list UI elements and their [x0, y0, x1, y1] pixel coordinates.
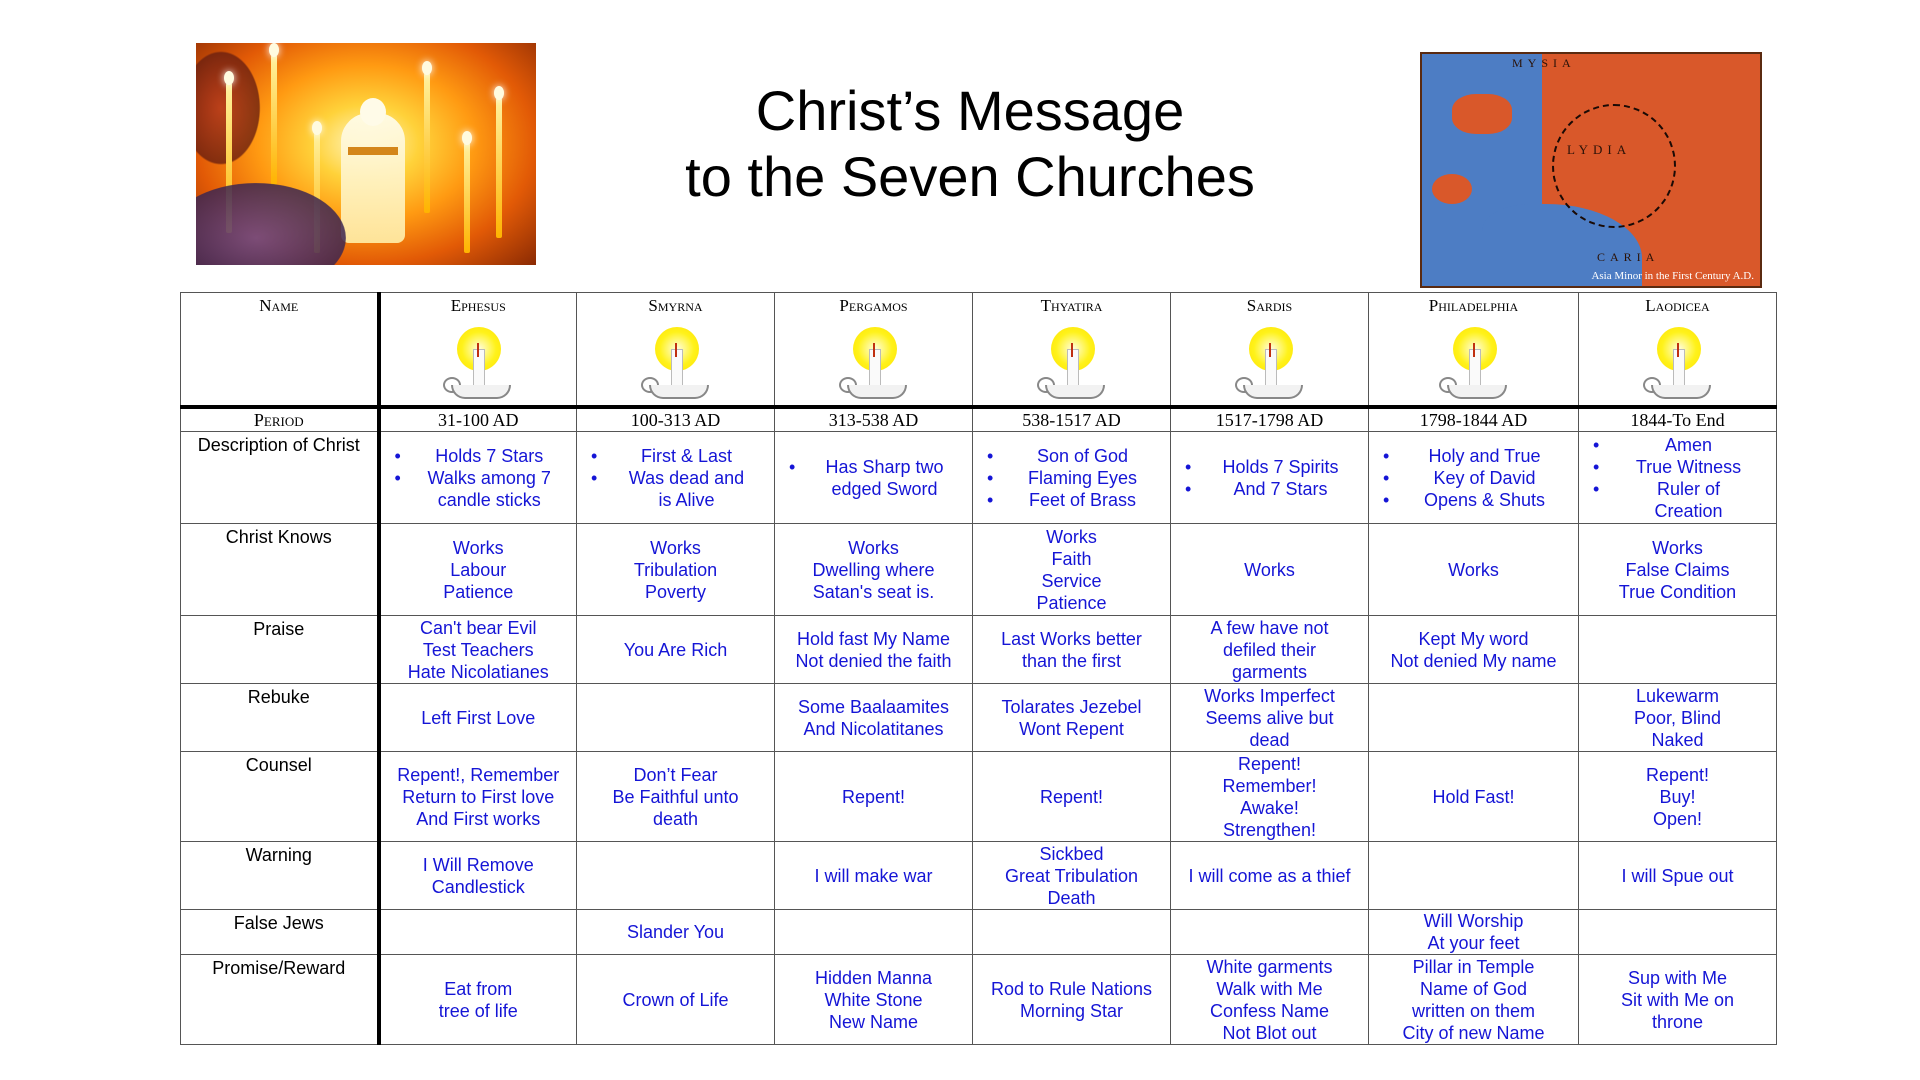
table-cell — [577, 842, 775, 910]
map-caption: Asia Minor in the First Century A.D. — [1591, 270, 1754, 282]
table-cell: Sup with Me Sit with Me on throne — [1579, 955, 1777, 1045]
table-cell — [1369, 684, 1579, 752]
table-cell — [1171, 910, 1369, 955]
church-name-row — [181, 293, 1777, 408]
description-item: • First & Last — [577, 445, 774, 467]
table-cell — [577, 684, 775, 752]
description-item: • Feet of Brass — [973, 489, 1170, 511]
row-label: Christ Knows — [181, 524, 379, 616]
lampstand-icon — [1235, 325, 1305, 405]
table-cell: Works Imperfect Seems alive but dead — [1171, 684, 1369, 752]
church-name: Philadelphia — [1428, 296, 1519, 315]
description-cell — [973, 432, 1171, 524]
table-cell — [379, 910, 577, 955]
table-cell: I will make war — [775, 842, 973, 910]
table-cell: Works False Claims True Condition — [1579, 524, 1777, 616]
row-praise — [181, 616, 1777, 684]
table-cell: Can't bear Evil Test Teachers Hate Nicolatianes — [379, 616, 577, 684]
description-item: • Key of David — [1369, 467, 1578, 489]
church-header-thyatira — [973, 293, 1171, 408]
row-label: Praise — [181, 616, 379, 684]
period-cell: 538-1517 AD — [973, 407, 1171, 432]
table-cell: White garments Walk with Me Confess Name Not Blot out — [1171, 955, 1369, 1045]
period-cell: 31-100 AD — [379, 407, 577, 432]
table-cell: I Will Remove Candlestick — [379, 842, 577, 910]
table-cell: Hidden Manna White Stone New Name — [775, 955, 973, 1045]
church-header-ephesus — [379, 293, 577, 408]
table-cell: Pillar in Temple Name of God written on them City of new Name — [1369, 955, 1579, 1045]
description-item: is Alive — [658, 489, 715, 510]
description-item: • Holy and True — [1369, 445, 1578, 467]
church-header-pergamos — [775, 293, 973, 408]
description-cell — [1369, 432, 1579, 524]
table-cell: A few have not defiled their garments — [1171, 616, 1369, 684]
table-cell: Repent! — [775, 752, 973, 842]
description-cell — [1579, 432, 1777, 524]
row-rebuke — [181, 684, 1777, 752]
period-cell: 100-313 AD — [577, 407, 775, 432]
table-cell: Crown of Life — [577, 955, 775, 1045]
row-christ-knows — [181, 524, 1777, 616]
row-counsel — [181, 752, 1777, 842]
table-cell: Repent! Remember! Awake! Strengthen! — [1171, 752, 1369, 842]
table-cell: I will Spue out — [1579, 842, 1777, 910]
title-line-1: Christ’s Message — [755, 79, 1185, 142]
seven-churches-table — [180, 292, 1777, 1045]
lampstand-icon — [1643, 325, 1713, 405]
row-label: False Jews — [181, 910, 379, 955]
table-cell: Slander You — [577, 910, 775, 955]
description-item: • Opens & Shuts — [1369, 489, 1578, 511]
table-cell: Don’t Fear Be Faithful unto death — [577, 752, 775, 842]
description-cell — [577, 432, 775, 524]
page-title — [620, 78, 1320, 210]
row-label: Warning — [181, 842, 379, 910]
description-item: • Holds 7 Stars — [381, 445, 577, 467]
table-cell: Works — [1171, 524, 1369, 616]
title-line-2: to the Seven Churches — [685, 145, 1255, 208]
lampstand-icon — [839, 325, 909, 405]
name-header: Name — [181, 293, 379, 408]
table-cell: Will Worship At your feet — [1369, 910, 1579, 955]
table-cell: Works Dwelling where Satan's seat is. — [775, 524, 973, 616]
lampstand-icon — [443, 325, 513, 405]
church-name: Pergamos — [839, 296, 908, 315]
church-header-smyrna — [577, 293, 775, 408]
description-cell — [379, 432, 577, 524]
period-cell: 313-538 AD — [775, 407, 973, 432]
table-cell: Repent! Buy! Open! — [1579, 752, 1777, 842]
table-cell: Eat from tree of life — [379, 955, 577, 1045]
church-header-sardis — [1171, 293, 1369, 408]
church-name: Sardis — [1246, 296, 1293, 315]
church-header-laodicea — [1579, 293, 1777, 408]
map-label-lydia: LYDIA — [1567, 142, 1632, 157]
lampstand-icon — [1037, 325, 1107, 405]
description-item: • Amen — [1579, 434, 1776, 456]
table-cell — [973, 910, 1171, 955]
row-label: Promise/Reward — [181, 955, 379, 1045]
period-cell: 1844-To End — [1579, 407, 1777, 432]
table-cell — [1369, 842, 1579, 910]
table-cell: Some Baalaamites And Nicolatitanes — [775, 684, 973, 752]
asia-minor-map — [1420, 52, 1762, 288]
table-cell: Last Works better than the first — [973, 616, 1171, 684]
table-cell: Repent! — [973, 752, 1171, 842]
route-line — [1552, 104, 1676, 228]
description-item: • Walks among 7 — [381, 467, 577, 489]
table-cell: Lukewarm Poor, Blind Naked — [1579, 684, 1777, 752]
table-cell: Works Labour Patience — [379, 524, 577, 616]
table-cell: Rod to Rule Nations Morning Star — [973, 955, 1171, 1045]
table-cell: Sickbed Great Tribulation Death — [973, 842, 1171, 910]
period-cell: 1798-1844 AD — [1369, 407, 1579, 432]
table-cell: I will come as a thief — [1171, 842, 1369, 910]
table-cell — [1579, 910, 1777, 955]
row-warning — [181, 842, 1777, 910]
description-item: • Has Sharp two — [775, 456, 972, 478]
table-cell: You Are Rich — [577, 616, 775, 684]
description-item: • True Witness — [1579, 456, 1776, 478]
description-label: Description of Christ — [181, 432, 379, 524]
church-name: Smyrna — [648, 296, 703, 315]
table-cell: Tolarates Jezebel Wont Repent — [973, 684, 1171, 752]
description-item: • Son of God — [973, 445, 1170, 467]
table-cell: Hold Fast! — [1369, 752, 1579, 842]
description-item: Creation — [1654, 500, 1723, 521]
description-item: • Was dead and — [577, 467, 774, 489]
description-row — [181, 432, 1777, 524]
period-cell: 1517-1798 AD — [1171, 407, 1369, 432]
description-item: candle sticks — [437, 489, 541, 510]
period-row — [181, 407, 1777, 432]
description-cell — [775, 432, 973, 524]
map-label-caria: CARIA — [1597, 250, 1660, 264]
lampstand-icon — [1439, 325, 1509, 405]
table-cell: Works Faith Service Patience — [973, 524, 1171, 616]
table-cell: Works Tribulation Poverty — [577, 524, 775, 616]
description-item: • Ruler of — [1579, 478, 1776, 500]
table-cell: Hold fast My Name Not denied the faith — [775, 616, 973, 684]
period-header: Period — [181, 407, 379, 432]
lampstand-icon — [641, 325, 711, 405]
description-item: • Holds 7 Spirits — [1171, 456, 1368, 478]
table-cell — [1579, 616, 1777, 684]
description-item: edged Sword — [831, 478, 938, 499]
table-cell: Left First Love — [379, 684, 577, 752]
church-name: Laodicea — [1645, 296, 1710, 315]
christ-among-candlesticks-painting — [196, 43, 536, 265]
description-item: • Flaming Eyes — [973, 467, 1170, 489]
description-item: • And 7 Stars — [1171, 478, 1368, 500]
table-cell: Repent!, Remember Return to First love And First works — [379, 752, 577, 842]
row-false-jews — [181, 910, 1777, 955]
church-header-philadelphia — [1369, 293, 1579, 408]
church-name: Thyatira — [1040, 296, 1103, 315]
description-cell — [1171, 432, 1369, 524]
row-label: Counsel — [181, 752, 379, 842]
row-label: Rebuke — [181, 684, 379, 752]
church-name: Ephesus — [450, 296, 506, 315]
map-label-mysia: MYSIA — [1512, 56, 1576, 70]
table-cell: Works — [1369, 524, 1579, 616]
row-promise-reward — [181, 955, 1777, 1045]
table-cell: Kept My word Not denied My name — [1369, 616, 1579, 684]
table-cell — [775, 910, 973, 955]
